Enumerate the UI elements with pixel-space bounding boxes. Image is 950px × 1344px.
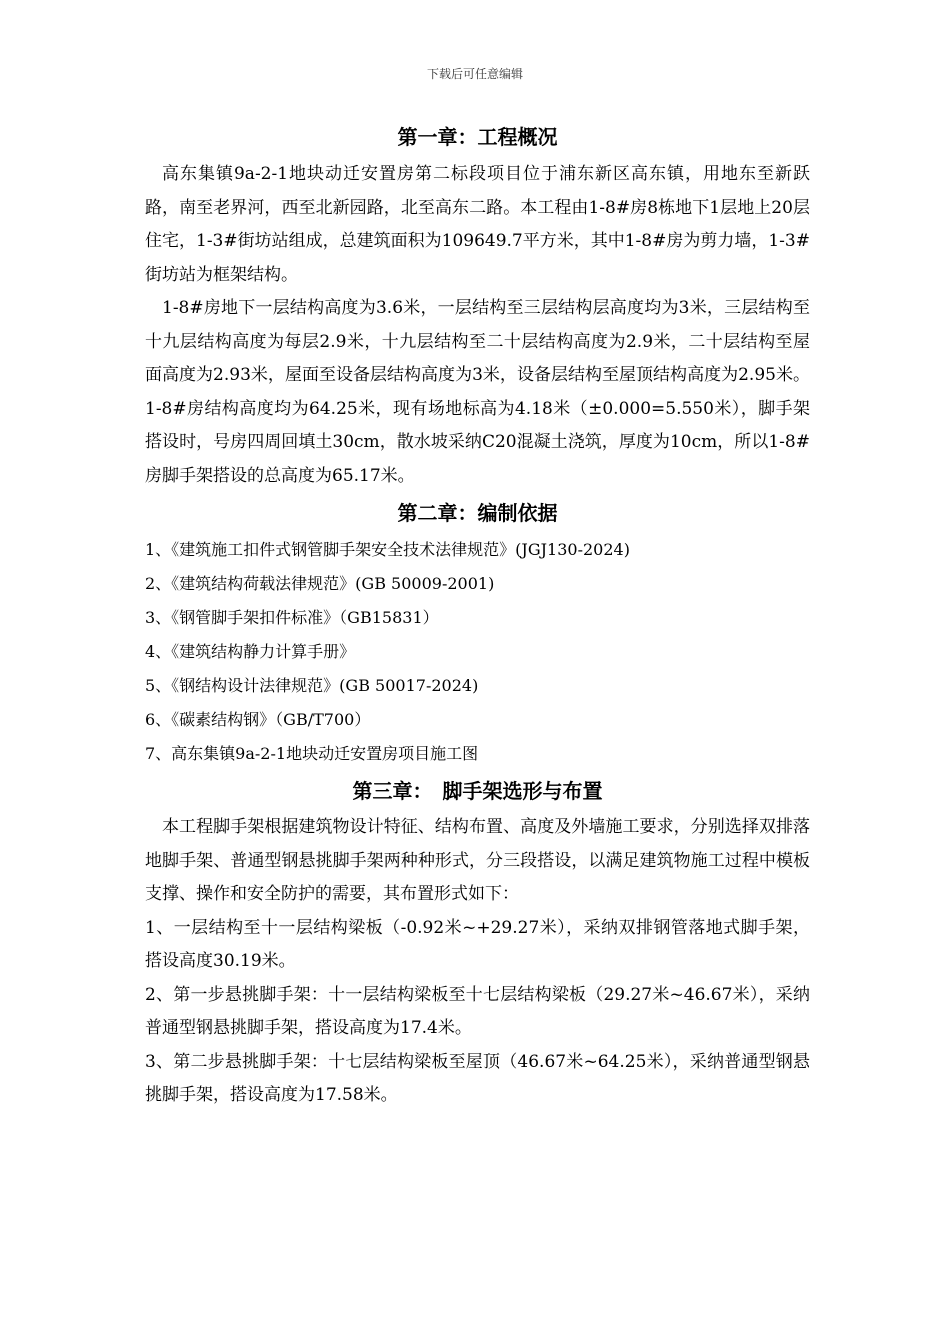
list-item: 3、《钢管脚手架扣件标准》（GB15831） <box>145 608 439 627</box>
chapter-2-title: 第二章：编制依据 <box>397 501 558 525</box>
list-item: 2、《建筑结构荷载法律规范》(GB 50009-2001) <box>145 574 495 593</box>
page-header-note: 下载后可任意编辑 <box>426 67 523 81</box>
document-body <box>145 116 810 1113</box>
list-item: 5、《钢结构设计法律规范》(GB 50017-2024) <box>145 676 479 695</box>
list-item: 4、《建筑结构静力计算手册》 <box>145 642 356 661</box>
chapter-1-paragraph-2: 1-8#房地下一层结构高度为3.6米，一层结构至三层结构层高度均为3米，三层结构至十九层结构高度为每层2.9米，十九层结构至二十层结构高度为2.9米，二十层结构至屋面高度为2.93米，屋面至设备层结构高度为3米，设备层结构至屋顶结构高度为2.95米。1-8#房结构高度均为64.25米，现有场地标高为4.18米（±0.000=5.550米），脚手架搭设时，号房四周回填土30cm，散水坡采纳C20混凝土浇筑，厚度为10cm，所以1-8#房脚手架搭设的总高度为65.17米。 <box>145 298 810 486</box>
reference-list <box>145 533 810 771</box>
chapter-3-item-1: 1、一层结构至十一层结构梁板（-0.92米~+29.27米），采纳双排钢管落地式脚手架，搭设高度30.19米。 <box>145 917 810 971</box>
chapter-3-title: 第三章： 脚手架选形与布置 <box>352 779 603 803</box>
list-item: 6、《碳素结构钢》（GB/T700） <box>145 710 371 729</box>
chapter-3-item-2: 2、第一步悬挑脚手架：十一层结构梁板至十七层结构梁板（29.27米~46.67米），采纳普通型钢悬挑脚手架，搭设高度为17.4米。 <box>145 984 810 1038</box>
chapter-1-title: 第一章：工程概况 <box>397 125 558 149</box>
list-item: 7、高东集镇9a-2-1地块动迁安置房项目施工图 <box>145 744 479 763</box>
chapter-3-item-3: 3、第二步悬挑脚手架：十七层结构梁板至屋顶（46.67米~64.25米），采纳普通型钢悬挑脚手架，搭设高度为17.58米。 <box>145 1051 810 1105</box>
list-item: 1、《建筑施工扣件式钢管脚手架安全技术法律规范》(JGJ130-2024) <box>145 540 630 559</box>
chapter-3-intro: 本工程脚手架根据建筑物设计特征、结构布置、高度及外墙施工要求，分别选择双排落地脚手架、普通型钢悬挑脚手架两种种形式，分三段搭设，以满足建筑物施工过程中模板支撑、操作和安全防护的需要，其布置形式如下： <box>145 817 810 904</box>
chapter-1-paragraph-1: 高东集镇9a-2-1地块动迁安置房第二标段项目位于浦东新区高东镇，用地东至新跃路，南至老界河，西至北新园路，北至高东二路。本工程由1-8#房8栋地下1层地上20层住宅，1-3#街坊站组成，总建筑面积为109649.7平方米，其中1-8#房为剪力墙，1-3#街坊站为框架结构。 <box>145 164 810 285</box>
